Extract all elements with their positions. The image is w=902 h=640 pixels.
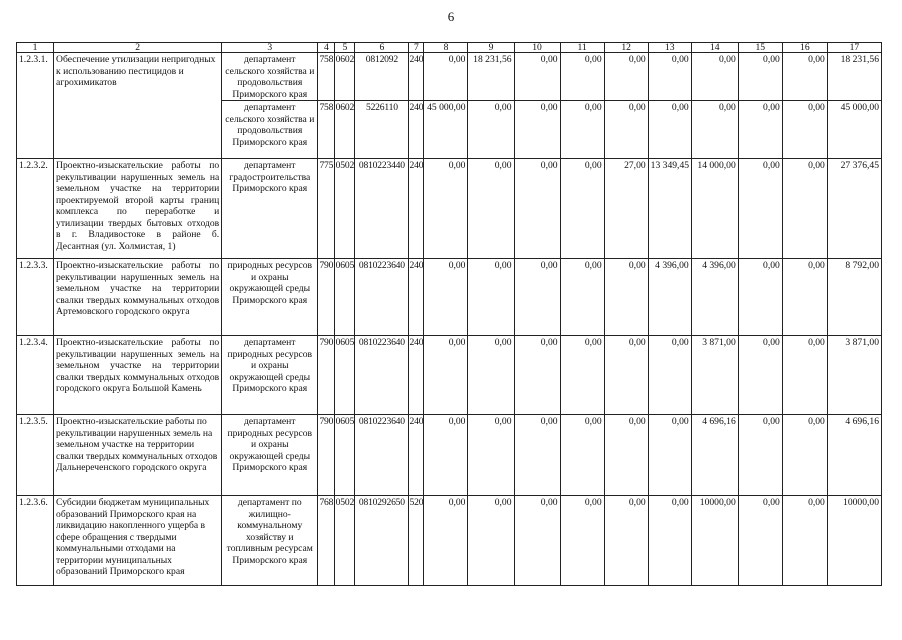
value-cell: 4 396,00	[691, 259, 738, 336]
row-rzpr: 0602	[335, 101, 355, 159]
row-rzpr: 0605	[335, 415, 355, 496]
row-code: 1.2.3.3.	[17, 259, 54, 336]
value-cell: 0,00	[738, 336, 782, 415]
row-name: Обеспечение утилизации непригодных к использованию пестицидов и агрохимикатов	[54, 53, 222, 159]
value-cell: 18 231,56	[468, 53, 514, 101]
value-cell: 45 000,00	[827, 101, 881, 159]
row-code: 1.2.3.1.	[17, 53, 54, 159]
row-name: Проектно-изыскательские работы по рекультивации нарушенных земель на земельном участке на территории свалки твердых коммунальных отходов Артемовского городского округа	[54, 259, 222, 336]
value-cell: 0,00	[468, 496, 514, 586]
value-cell: 14 000,00	[691, 159, 738, 259]
row-grbs: 758	[318, 101, 335, 159]
value-cell: 3 871,00	[827, 336, 881, 415]
value-cell: 0,00	[560, 496, 604, 586]
value-cell: 0,00	[738, 159, 782, 259]
header-cell: 14	[691, 43, 738, 53]
value-cell: 0,00	[648, 101, 691, 159]
value-cell: 3 871,00	[691, 336, 738, 415]
row-csr: 0810223440	[355, 159, 409, 259]
value-cell: 0,00	[782, 53, 827, 101]
row-grbs: 790	[318, 415, 335, 496]
row-csr: 5226110	[355, 101, 409, 159]
row-name: Проектно-изыскательские работы по рекультивации нарушенных земель на земельном участке на территории проектируемой второй карты границ комплекса по переработке и утилизации твердых бытовых отходов в г. Владивостоке в районе б. Десантная (ул. Холмистая, 1)	[54, 159, 222, 259]
value-cell: 0,00	[604, 336, 648, 415]
header-cell: 13	[648, 43, 691, 53]
table-row	[17, 159, 882, 259]
row-dept: департамент сельского хозяйства и продовольствия Приморского края	[222, 101, 318, 159]
table-row	[17, 415, 882, 496]
value-cell: 0,00	[691, 101, 738, 159]
row-name: Проектно-изыскательские работы по рекультивации нарушенных земель на земельном участке на территории свалки твердых коммунальных отходов Дальнереченского городского округа	[54, 415, 222, 496]
row-rzpr: 0605	[335, 259, 355, 336]
row-dept: департамент градостроительства Приморского края	[222, 159, 318, 259]
value-cell: 0,00	[782, 259, 827, 336]
row-vr: 240	[409, 101, 424, 159]
header-row	[17, 43, 882, 53]
header-cell: 1	[17, 43, 54, 53]
row-csr: 0810223640	[355, 415, 409, 496]
value-cell: 0,00	[738, 415, 782, 496]
value-cell: 0,00	[468, 101, 514, 159]
value-cell: 0,00	[424, 53, 468, 101]
value-cell: 45 000,00	[424, 101, 468, 159]
row-name: Субсидии бюджетам муниципальных образований Приморского края на ликвидацию накопленного ущерба в сфере обращения с твердыми коммунальными отходами на территории муниципальных образований Приморского края	[54, 496, 222, 586]
value-cell: 0,00	[604, 496, 648, 586]
header-cell: 6	[355, 43, 409, 53]
value-cell: 0,00	[782, 159, 827, 259]
value-cell: 0,00	[514, 336, 560, 415]
value-cell: 0,00	[514, 259, 560, 336]
header-cell: 17	[827, 43, 881, 53]
value-cell: 0,00	[560, 53, 604, 101]
header-cell: 10	[514, 43, 560, 53]
row-code: 1.2.3.6.	[17, 496, 54, 586]
header-cell: 16	[782, 43, 827, 53]
value-cell: 0,00	[468, 259, 514, 336]
value-cell: 0,00	[424, 496, 468, 586]
value-cell: 0,00	[604, 101, 648, 159]
value-cell: 10000,00	[827, 496, 881, 586]
header-cell: 9	[468, 43, 514, 53]
row-code: 1.2.3.5.	[17, 415, 54, 496]
value-cell: 0,00	[424, 336, 468, 415]
row-code: 1.2.3.2.	[17, 159, 54, 259]
value-cell: 13 349,45	[648, 159, 691, 259]
value-cell: 0,00	[648, 336, 691, 415]
value-cell: 8 792,00	[827, 259, 881, 336]
value-cell: 0,00	[424, 259, 468, 336]
value-cell: 0,00	[514, 159, 560, 259]
row-rzpr: 0602	[335, 53, 355, 101]
row-grbs: 768	[318, 496, 335, 586]
value-cell: 0,00	[782, 496, 827, 586]
row-dept: департамент природных ресурсов и охраны окружающей среды Приморского края	[222, 336, 318, 415]
header-cell: 3	[222, 43, 318, 53]
value-cell: 0,00	[738, 101, 782, 159]
row-grbs: 790	[318, 336, 335, 415]
value-cell: 0,00	[424, 159, 468, 259]
row-vr: 240	[409, 159, 424, 259]
value-cell: 0,00	[560, 101, 604, 159]
value-cell: 0,00	[782, 415, 827, 496]
row-vr: 240	[409, 336, 424, 415]
value-cell: 0,00	[691, 53, 738, 101]
value-cell: 0,00	[604, 259, 648, 336]
value-cell: 0,00	[560, 415, 604, 496]
row-dept: природных ресурсов и охраны окружающей среды Приморского края	[222, 259, 318, 336]
table-row	[17, 496, 882, 586]
value-cell: 0,00	[648, 496, 691, 586]
value-cell: 4 696,16	[691, 415, 738, 496]
table-row	[17, 259, 882, 336]
value-cell: 0,00	[782, 336, 827, 415]
row-name: Проектно-изыскательские работы по рекультивации нарушенных земель на земельном участке на территории свалки твердых коммунальных отходов городского округа Большой Камень	[54, 336, 222, 415]
header-cell: 8	[424, 43, 468, 53]
value-cell: 0,00	[738, 259, 782, 336]
row-dept: департамент сельского хозяйства и продовольствия Приморского края	[222, 53, 318, 101]
value-cell: 4 696,16	[827, 415, 881, 496]
value-cell: 0,00	[648, 415, 691, 496]
row-dept: департамент природных ресурсов и охраны окружающей среды Приморского края	[222, 415, 318, 496]
value-cell: 0,00	[424, 415, 468, 496]
row-csr: 0810223640	[355, 336, 409, 415]
value-cell: 0,00	[738, 496, 782, 586]
row-vr: 240	[409, 53, 424, 101]
table-row	[17, 336, 882, 415]
value-cell: 0,00	[560, 259, 604, 336]
value-cell: 10000,00	[691, 496, 738, 586]
value-cell: 18 231,56	[827, 53, 881, 101]
header-cell: 15	[738, 43, 782, 53]
value-cell: 0,00	[648, 53, 691, 101]
value-cell: 27,00	[604, 159, 648, 259]
row-vr: 240	[409, 259, 424, 336]
row-grbs: 790	[318, 259, 335, 336]
row-rzpr: 0502	[335, 496, 355, 586]
value-cell: 0,00	[604, 53, 648, 101]
value-cell: 27 376,45	[827, 159, 881, 259]
value-cell: 0,00	[560, 159, 604, 259]
header-cell: 7	[409, 43, 424, 53]
value-cell: 0,00	[468, 336, 514, 415]
header-cell: 5	[335, 43, 355, 53]
budget-table	[16, 42, 882, 586]
value-cell: 0,00	[514, 496, 560, 586]
value-cell: 0,00	[560, 336, 604, 415]
header-cell: 12	[604, 43, 648, 53]
row-csr: 0812092	[355, 53, 409, 101]
row-csr: 0810292650	[355, 496, 409, 586]
row-vr: 520	[409, 496, 424, 586]
row-grbs: 758	[318, 53, 335, 101]
row-rzpr: 0502	[335, 159, 355, 259]
value-cell: 0,00	[468, 159, 514, 259]
header-cell: 11	[560, 43, 604, 53]
value-cell: 0,00	[514, 101, 560, 159]
row-grbs: 775	[318, 159, 335, 259]
value-cell: 0,00	[782, 101, 827, 159]
row-rzpr: 0605	[335, 336, 355, 415]
row-vr: 240	[409, 415, 424, 496]
value-cell: 0,00	[514, 53, 560, 101]
header-cell: 2	[54, 43, 222, 53]
value-cell: 0,00	[514, 415, 560, 496]
value-cell: 0,00	[738, 53, 782, 101]
row-csr: 0810223640	[355, 259, 409, 336]
value-cell: 4 396,00	[648, 259, 691, 336]
value-cell: 0,00	[468, 415, 514, 496]
row-code: 1.2.3.4.	[17, 336, 54, 415]
value-cell: 0,00	[604, 415, 648, 496]
page-number: 6	[447, 9, 455, 24]
header-cell: 4	[318, 43, 335, 53]
row-dept: департамент по жилищно-коммунальному хозяйству и топливным ресурсам Приморского края	[222, 496, 318, 586]
table-row	[17, 53, 882, 101]
